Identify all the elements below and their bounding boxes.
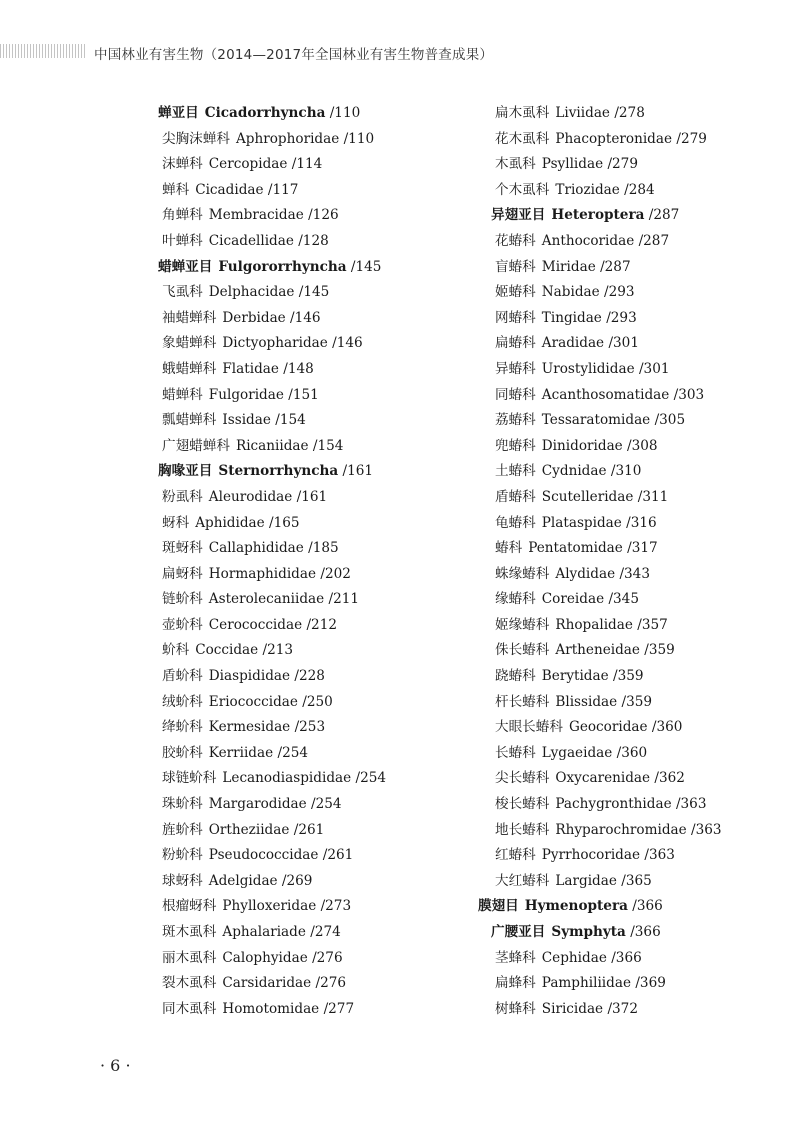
latin-name: Largidae	[555, 872, 617, 889]
latin-name: Oxycarenidae	[555, 770, 651, 787]
page-reference: /145	[350, 258, 382, 275]
page-reference: /305	[654, 412, 686, 429]
toc-entry	[158, 997, 386, 1023]
chinese-name: 盾蝽科	[495, 488, 536, 505]
chinese-name: 旌蚧科	[162, 821, 203, 838]
page-reference: /317	[627, 540, 658, 557]
toc-entry	[158, 434, 386, 460]
chinese-name: 异翅亚目	[491, 207, 546, 224]
page-reference: /293	[604, 284, 635, 301]
chinese-name: 杆长蝽科	[495, 693, 550, 710]
toc-entry	[491, 485, 722, 511]
latin-name: Cerococcidae	[208, 616, 303, 633]
toc-entry	[158, 946, 386, 972]
toc-right-column	[478, 101, 722, 1022]
page-reference: /114	[291, 156, 323, 173]
toc-entry	[158, 971, 386, 997]
chinese-name: 扁蝽科	[495, 335, 536, 352]
page-reference: /293	[606, 309, 637, 326]
chinese-name: 异蝽科	[495, 360, 536, 377]
running-header: 中国林业有害生物（2014—2017年全国林业有害生物普查成果）	[94, 47, 494, 63]
toc-entry	[158, 715, 386, 741]
page-number: · 6 ·	[100, 1056, 131, 1075]
chinese-name: 沫蝉科	[162, 156, 203, 173]
chinese-name: 叶蝉科	[162, 232, 203, 249]
chinese-name: 绛蚧科	[162, 719, 203, 736]
page-reference: /213	[262, 642, 294, 659]
latin-name: Artheneidae	[555, 642, 640, 659]
chinese-name: 姬缘蝽科	[495, 616, 550, 633]
page-reference: /279	[676, 130, 707, 147]
page-reference: /250	[302, 693, 333, 710]
latin-name: Cydnidae	[541, 463, 607, 480]
latin-name: Dictyopharidae	[222, 335, 328, 352]
latin-name: Ortheziidae	[208, 821, 290, 838]
latin-name: Aphalariade	[222, 924, 306, 940]
chinese-name: 绒蚧科	[162, 693, 203, 710]
toc-entry	[158, 766, 386, 792]
chinese-name: 扁蚜科	[162, 565, 203, 582]
toc-entry	[158, 741, 386, 767]
page-reference: /366	[630, 924, 661, 940]
page-reference: /359	[612, 668, 644, 685]
latin-name: Calophyidae	[222, 949, 308, 966]
chinese-name: 木虱科	[495, 156, 536, 173]
toc-left-column	[158, 101, 386, 1022]
page-reference: /363	[644, 847, 675, 864]
toc-entry	[158, 178, 386, 204]
latin-name: Pseudococcidae	[208, 847, 319, 864]
chinese-name: 胸喙亚目	[158, 463, 213, 480]
page-reference: /145	[298, 284, 330, 301]
chinese-name: 侏长蝽科	[495, 642, 550, 659]
chinese-name: 蜡蝉亚目	[158, 258, 213, 275]
chinese-name: 蝉科	[162, 181, 190, 198]
chinese-name: 大红蝽科	[495, 872, 550, 889]
toc-entry	[491, 280, 722, 306]
page-reference: /301	[638, 360, 670, 377]
toc-entry	[491, 434, 722, 460]
chinese-name: 丽木虱科	[162, 949, 217, 966]
latin-name: Cicadidae	[195, 181, 264, 198]
toc-entry	[491, 843, 722, 869]
page-reference: /362	[654, 770, 685, 787]
chinese-name: 斑木虱科	[162, 924, 217, 940]
toc-entry	[158, 818, 386, 844]
latin-name: Alydidae	[555, 565, 616, 582]
toc-entry	[491, 741, 722, 767]
page-reference: /148	[283, 360, 314, 377]
page-reference: /110	[329, 105, 361, 121]
latin-name: Heteroptera	[551, 207, 645, 224]
toc-entry	[158, 587, 386, 613]
latin-name: Tingidae	[541, 309, 602, 326]
page-reference: /212	[306, 616, 337, 633]
latin-name: Aleurodidae	[208, 488, 293, 505]
chinese-name: 蜡蝉科	[162, 386, 203, 403]
latin-name: Psyllidae	[541, 156, 604, 173]
toc-entry	[491, 664, 722, 690]
toc-entry	[158, 485, 386, 511]
chinese-name: 兜蝽科	[495, 437, 536, 454]
chinese-name: 飞虱科	[162, 284, 203, 301]
toc-entry	[158, 843, 386, 869]
toc-entry	[158, 638, 386, 664]
page-reference: /185	[308, 540, 339, 557]
page-reference: /287	[600, 258, 631, 275]
toc-entry	[491, 383, 722, 409]
chinese-name: 扁蜂科	[495, 975, 536, 992]
latin-name: Margarodidae	[208, 796, 307, 813]
page-reference: /287	[648, 207, 680, 224]
page-reference: /303	[673, 386, 705, 403]
toc-entry	[158, 127, 386, 153]
page-reference: /146	[332, 335, 363, 352]
toc-section-heading	[158, 255, 386, 281]
toc-entry	[491, 408, 722, 434]
latin-name: Berytidae	[541, 668, 609, 685]
page-reference: /151	[288, 386, 319, 403]
latin-name: Pamphiliidae	[541, 975, 632, 992]
latin-name: Miridae	[541, 258, 596, 275]
latin-name: Symphyta	[551, 924, 626, 940]
toc-entry	[158, 152, 386, 178]
latin-name: Plataspidae	[541, 514, 622, 531]
latin-name: Scutelleridae	[541, 488, 634, 505]
chinese-name: 同蝽科	[495, 386, 536, 403]
page-reference: /360	[651, 719, 683, 736]
latin-name: Ricaniidae	[235, 437, 309, 454]
chinese-name: 蝽科	[495, 540, 523, 557]
chinese-name: 扁木虱科	[495, 105, 550, 121]
toc-entry	[158, 613, 386, 639]
page-reference: /276	[315, 975, 347, 992]
latin-name: Pyrrhocoridae	[541, 847, 641, 864]
page-reference: /363	[675, 796, 707, 813]
latin-name: Membracidae	[208, 207, 304, 224]
chinese-name: 广翅蜡蝉科	[162, 437, 230, 454]
toc-entry	[491, 331, 722, 357]
latin-name: Cercopidae	[208, 156, 288, 173]
toc-entry	[491, 997, 722, 1023]
toc-entry	[158, 536, 386, 562]
toc-section-heading	[158, 459, 386, 485]
chinese-name: 裂木虱科	[162, 975, 217, 992]
latin-name: Geocoridae	[568, 719, 648, 736]
chinese-name: 粉蚧科	[162, 847, 203, 864]
page-reference: /366	[611, 949, 642, 966]
page-reference: /228	[294, 668, 325, 685]
chinese-name: 蛛缘蝽科	[495, 565, 550, 582]
page-reference: /308	[627, 437, 658, 454]
latin-name: Tessaratomidae	[541, 412, 651, 429]
toc-entry	[491, 766, 722, 792]
latin-name: Anthocoridae	[541, 232, 635, 249]
page-reference: /360	[616, 744, 648, 761]
page-reference: /301	[608, 335, 639, 352]
latin-name: Cicadorrhyncha	[204, 105, 326, 121]
latin-name: Kermesidae	[208, 719, 291, 736]
page-reference: /154	[275, 412, 306, 429]
latin-name: Fulgororrhyncha	[218, 258, 347, 275]
page-reference: /253	[294, 719, 326, 736]
toc-entry	[158, 920, 386, 946]
latin-name: Derbidae	[222, 309, 286, 326]
chinese-name: 斑蚜科	[162, 540, 203, 557]
page-reference: /372	[607, 1000, 638, 1017]
toc-entry	[491, 255, 722, 281]
chinese-name: 茎蜂科	[495, 949, 536, 966]
latin-name: Phylloxeridae	[222, 898, 317, 915]
toc-entry	[491, 511, 722, 537]
toc-entry	[491, 536, 722, 562]
latin-name: Nabidae	[541, 284, 600, 301]
latin-name: Lecanodiaspididae	[222, 770, 352, 787]
chinese-name: 长蝽科	[495, 744, 536, 761]
toc-entry	[158, 511, 386, 537]
latin-name: Asterolecaniidae	[208, 591, 325, 608]
toc-entry	[158, 357, 386, 383]
page-reference: /154	[312, 437, 344, 454]
latin-name: Hormaphididae	[208, 565, 317, 582]
page-reference: /366	[632, 898, 663, 915]
toc-entry	[491, 971, 722, 997]
chinese-name: 土蝽科	[495, 463, 536, 480]
toc-entry	[158, 383, 386, 409]
latin-name: Dinidoridae	[541, 437, 623, 454]
latin-name: Eriococcidae	[208, 693, 298, 710]
page-reference: /261	[322, 847, 354, 864]
page-reference: /287	[638, 232, 670, 249]
chinese-name: 角蝉科	[162, 207, 203, 224]
page-reference: /369	[635, 975, 666, 992]
toc-entry	[158, 203, 386, 229]
toc-entry	[491, 818, 722, 844]
page-reference: /269	[281, 872, 313, 889]
chinese-name: 蚧科	[162, 642, 190, 659]
latin-name: Cicadellidae	[208, 232, 294, 249]
chinese-name: 梭长蝽科	[495, 796, 550, 813]
toc-entry	[491, 690, 722, 716]
chinese-name: 缘蝽科	[495, 591, 536, 608]
toc-entry	[491, 127, 722, 153]
page-reference: /261	[293, 821, 325, 838]
chinese-name: 龟蝽科	[495, 514, 536, 531]
toc-section-heading	[478, 894, 722, 920]
latin-name: Fulgoridae	[208, 386, 284, 403]
toc-entry	[491, 562, 722, 588]
page-reference: /128	[298, 232, 329, 249]
latin-name: Homotomidae	[222, 1000, 320, 1017]
chinese-name: 蛾蜡蝉科	[162, 360, 217, 377]
page-reference: /274	[310, 924, 341, 940]
page-reference: /254	[277, 744, 309, 761]
latin-name: Blissidae	[555, 693, 618, 710]
toc-entry	[491, 306, 722, 332]
chinese-name: 尖长蝽科	[495, 770, 550, 787]
toc-entry	[491, 229, 722, 255]
latin-name: Triozidae	[555, 181, 620, 198]
toc-entry	[158, 869, 386, 895]
page-reference: /345	[608, 591, 639, 608]
latin-name: Pentatomidae	[528, 540, 623, 557]
chinese-name: 瓢蜡蝉科	[162, 412, 217, 429]
chinese-name: 象蜡蝉科	[162, 335, 217, 352]
chinese-name: 盾蚧科	[162, 668, 203, 685]
toc-entry	[158, 894, 386, 920]
chinese-name: 袖蜡蝉科	[162, 309, 217, 326]
page-reference: /202	[320, 565, 351, 582]
page-reference: /126	[308, 207, 339, 224]
toc-entry	[491, 459, 722, 485]
page-reference: /278	[614, 105, 645, 121]
toc-entry	[491, 946, 722, 972]
toc-entry	[158, 306, 386, 332]
latin-name: Carsidaridae	[222, 975, 312, 992]
toc-entry	[491, 715, 722, 741]
chinese-name: 根瘤蚜科	[162, 898, 217, 915]
latin-name: Delphacidae	[208, 284, 295, 301]
toc-entry	[491, 638, 722, 664]
latin-name: Acanthosomatidae	[541, 386, 670, 403]
page-reference: /254	[355, 770, 387, 787]
toc-entry	[158, 792, 386, 818]
toc-entry	[491, 587, 722, 613]
chinese-name: 珠蚧科	[162, 796, 203, 813]
toc-entry	[491, 178, 722, 204]
latin-name: Aphrophoridae	[235, 130, 340, 147]
chinese-name: 链蚧科	[162, 591, 203, 608]
latin-name: Lygaeidae	[541, 744, 613, 761]
chinese-name: 红蝽科	[495, 847, 536, 864]
toc-entry	[158, 562, 386, 588]
latin-name: Issidae	[222, 412, 271, 429]
page-reference: /161	[342, 463, 374, 480]
latin-name: Cephidae	[541, 949, 607, 966]
latin-name: Coreidae	[541, 591, 605, 608]
chinese-name: 盲蝽科	[495, 258, 536, 275]
chinese-name: 地长蝽科	[495, 821, 550, 838]
page-reference: /165	[269, 514, 300, 531]
chinese-name: 蚜科	[162, 514, 190, 531]
page-reference: /110	[343, 130, 375, 147]
toc-entry	[158, 280, 386, 306]
page-reference: /117	[267, 181, 299, 198]
page-reference: /284	[624, 181, 655, 198]
latin-name: Coccidae	[195, 642, 259, 659]
latin-name: Aphididae	[195, 514, 265, 531]
toc-entry	[158, 229, 386, 255]
chinese-name: 花蝽科	[495, 232, 536, 249]
latin-name: Rhyparochromidae	[555, 821, 687, 838]
toc-entry	[491, 152, 722, 178]
latin-name: Aradidae	[541, 335, 605, 352]
latin-name: Adelgidae	[208, 872, 278, 889]
chinese-name: 球蚜科	[162, 872, 203, 889]
chinese-name: 大眼长蝽科	[495, 719, 563, 736]
toc-entry	[491, 613, 722, 639]
toc-section-heading	[491, 203, 722, 229]
page-reference: /311	[637, 488, 669, 505]
page-reference: /316	[626, 514, 657, 531]
page-reference: /273	[320, 898, 352, 915]
chinese-name: 膜翅目	[478, 898, 519, 915]
chinese-name: 网蝽科	[495, 309, 536, 326]
page-reference: /146	[290, 309, 321, 326]
chinese-name: 粉虱科	[162, 488, 203, 505]
latin-name: Urostylididae	[541, 360, 635, 377]
page-reference: /343	[619, 565, 650, 582]
latin-name: Siricidae	[541, 1000, 604, 1017]
page-reference: /276	[312, 949, 343, 966]
toc-entry	[158, 331, 386, 357]
toc-section-heading	[158, 101, 386, 127]
page-reference: /357	[637, 616, 668, 633]
chinese-name: 跷蝽科	[495, 668, 536, 685]
page-reference: /161	[296, 488, 328, 505]
latin-name: Pachygronthidae	[555, 796, 672, 813]
latin-name: Sternorrhyncha	[218, 463, 339, 480]
toc-entry	[491, 792, 722, 818]
page-reference: /359	[644, 642, 675, 659]
chinese-name: 尖胸沫蝉科	[162, 130, 230, 147]
page-reference: /365	[621, 872, 652, 889]
chinese-name: 胶蚧科	[162, 744, 203, 761]
chinese-name: 树蜂科	[495, 1000, 536, 1017]
toc-entry	[158, 690, 386, 716]
chinese-name: 广腰亚目	[491, 924, 546, 940]
page-reference: /363	[691, 821, 722, 838]
latin-name: Kerriidae	[208, 744, 274, 761]
page-reference: /359	[621, 693, 653, 710]
latin-name: Phacopteronidae	[555, 130, 673, 147]
chinese-name: 荔蝽科	[495, 412, 536, 429]
page-reference: /279	[607, 156, 638, 173]
page-reference: /211	[328, 591, 360, 608]
toc-entry	[158, 664, 386, 690]
latin-name: Diaspididae	[208, 668, 291, 685]
latin-name: Liviidae	[555, 105, 610, 121]
latin-name: Hymenoptera	[524, 898, 628, 915]
latin-name: Flatidae	[222, 360, 279, 377]
page-reference: /277	[323, 1000, 355, 1017]
toc-entry	[491, 357, 722, 383]
latin-name: Callaphididae	[208, 540, 304, 557]
chinese-name: 同木虱科	[162, 1000, 217, 1017]
toc-entry	[491, 869, 722, 895]
page-reference: /310	[610, 463, 642, 480]
toc-section-heading	[491, 920, 722, 946]
chinese-name: 蝉亚目	[158, 105, 199, 121]
chinese-name: 花木虱科	[495, 130, 550, 147]
page-reference: /254	[311, 796, 342, 813]
toc-entry	[491, 101, 722, 127]
chinese-name: 个木虱科	[495, 181, 550, 198]
toc-entry	[158, 408, 386, 434]
latin-name: Rhopalidae	[555, 616, 633, 633]
chinese-name: 姬蝽科	[495, 284, 536, 301]
header-decoration	[0, 44, 86, 58]
chinese-name: 球链蚧科	[162, 770, 217, 787]
chinese-name: 壶蚧科	[162, 616, 203, 633]
